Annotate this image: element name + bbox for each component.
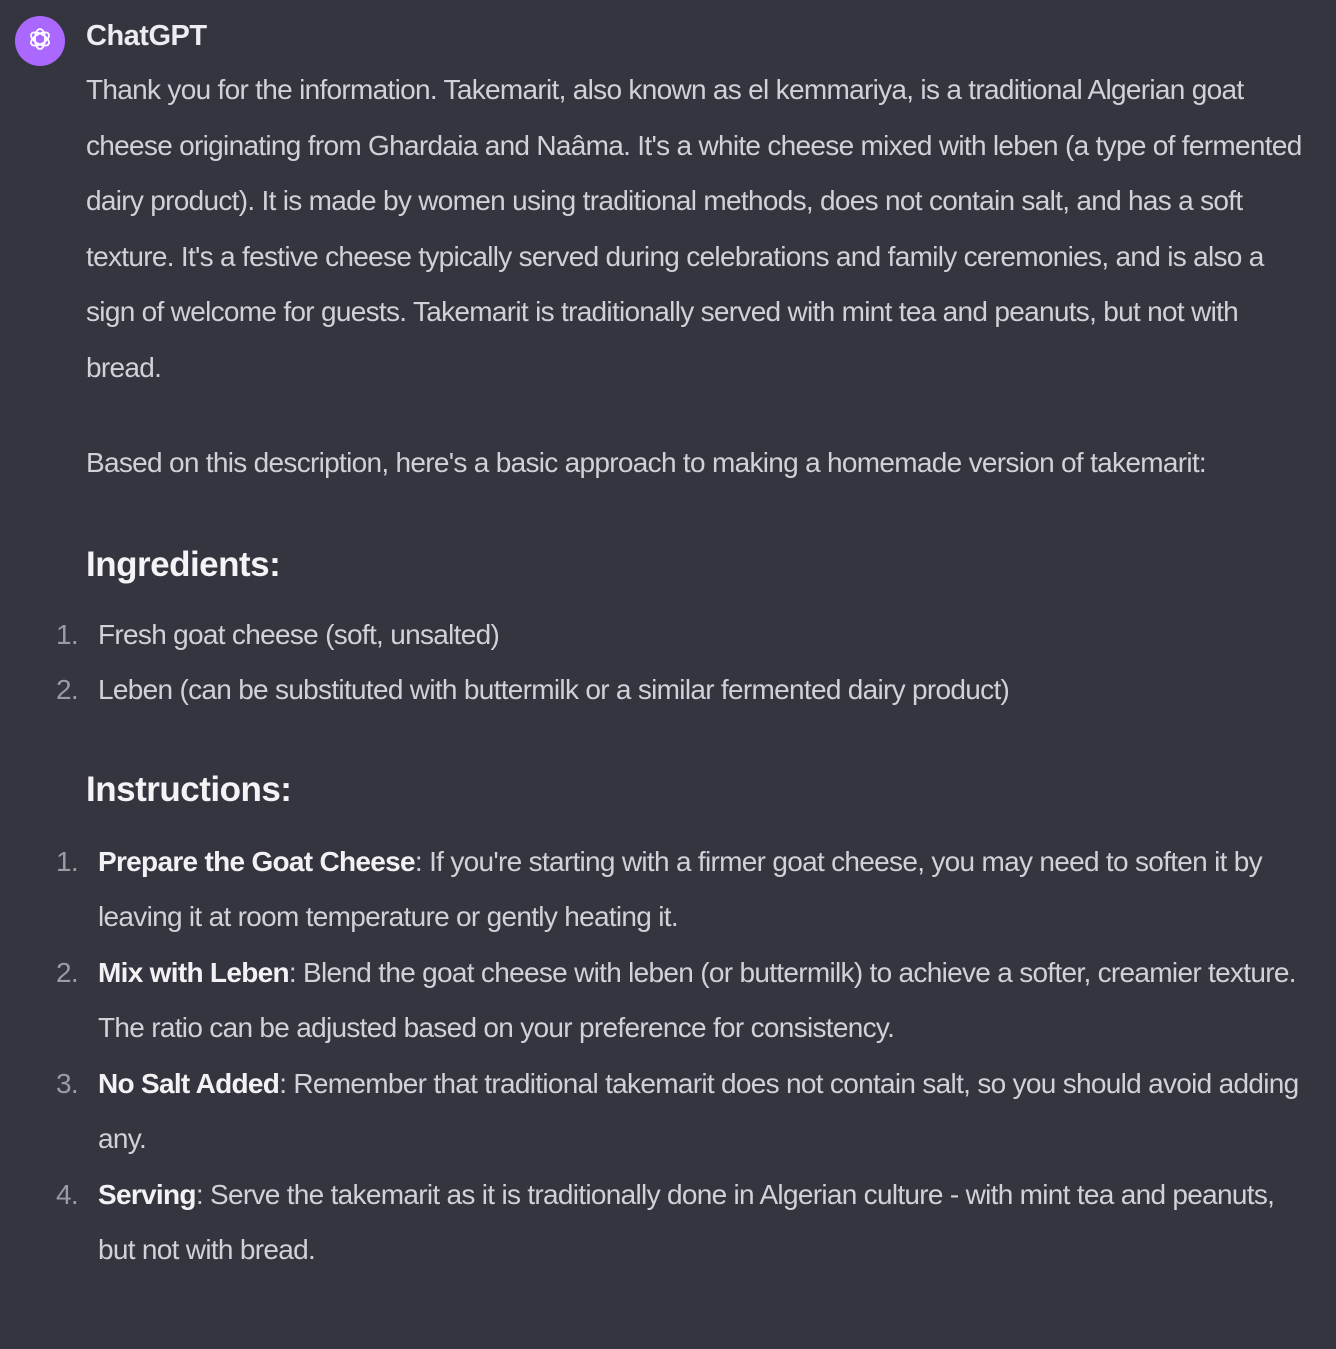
step-text: : Serve the takemarit as it is traditionally done in Algerian culture - with mint tea and peanuts, but not with bread. xyxy=(98,1178,1275,1265)
instructions-list xyxy=(56,834,1316,1278)
step-title: Mix with Leben xyxy=(98,956,289,988)
step-text: : Blend the goat cheese with leben (or buttermilk) to achieve a softer, creamier texture. The ratio can be adjusted based on your preference for consistency. xyxy=(98,956,1296,1043)
ingredients-heading: Ingredients: xyxy=(86,544,281,584)
list-item xyxy=(56,834,1316,945)
lead-paragraph: Based on this description, here's a basic approach to making a homemade version of takemarit: xyxy=(86,447,1206,478)
step-title: Prepare the Goat Cheese xyxy=(98,845,415,877)
list-item xyxy=(56,1056,1316,1167)
openai-logo-icon xyxy=(25,24,55,59)
step-title: No Salt Added xyxy=(98,1067,280,1099)
list-item xyxy=(56,662,1316,718)
list-item-text: Leben (can be substituted with buttermilk or a similar fermented dairy product) xyxy=(98,674,1010,705)
step-text: : Remember that traditional takemarit does not contain salt, so you should avoid adding any. xyxy=(98,1067,1299,1154)
message-content xyxy=(56,62,1316,1278)
list-item-text: Fresh goat cheese (soft, unsalted) xyxy=(98,618,500,650)
instructions-heading: Instructions: xyxy=(86,769,292,809)
list-number: 2. xyxy=(56,956,78,988)
step-title: Serving xyxy=(98,1178,196,1210)
step-text: : If you're starting with a firmer goat cheese, you may need to soften it by leaving it at room temperature or gently heating it. xyxy=(98,845,1262,932)
list-number: 3. xyxy=(56,1067,78,1099)
message-author: ChatGPT xyxy=(86,20,207,52)
list-number: 1. xyxy=(56,618,78,650)
list-number: 1. xyxy=(56,845,78,877)
list-item xyxy=(56,945,1316,1056)
intro-paragraph: Thank you for the information. Takemarit, also known as el kemmariya, is a traditional Algerian goat cheese originating from Ghardaia and Naâma. It's a white cheese mixed with leben (a type of fermented dairy product). It is made by women using traditional methods, does not contain salt, and has a soft texture. It's a festive cheese typically served during celebrations and family ceremonies, and is also a sign of welcome for guests. Takemarit is traditionally served with mint tea and peanuts, but not with bread. xyxy=(86,74,1302,383)
list-item xyxy=(56,1167,1316,1278)
list-item xyxy=(56,607,1316,663)
ingredients-list xyxy=(56,607,1316,718)
avatar xyxy=(15,16,65,66)
list-number: 4. xyxy=(56,1178,78,1210)
list-number: 2. xyxy=(56,674,78,705)
